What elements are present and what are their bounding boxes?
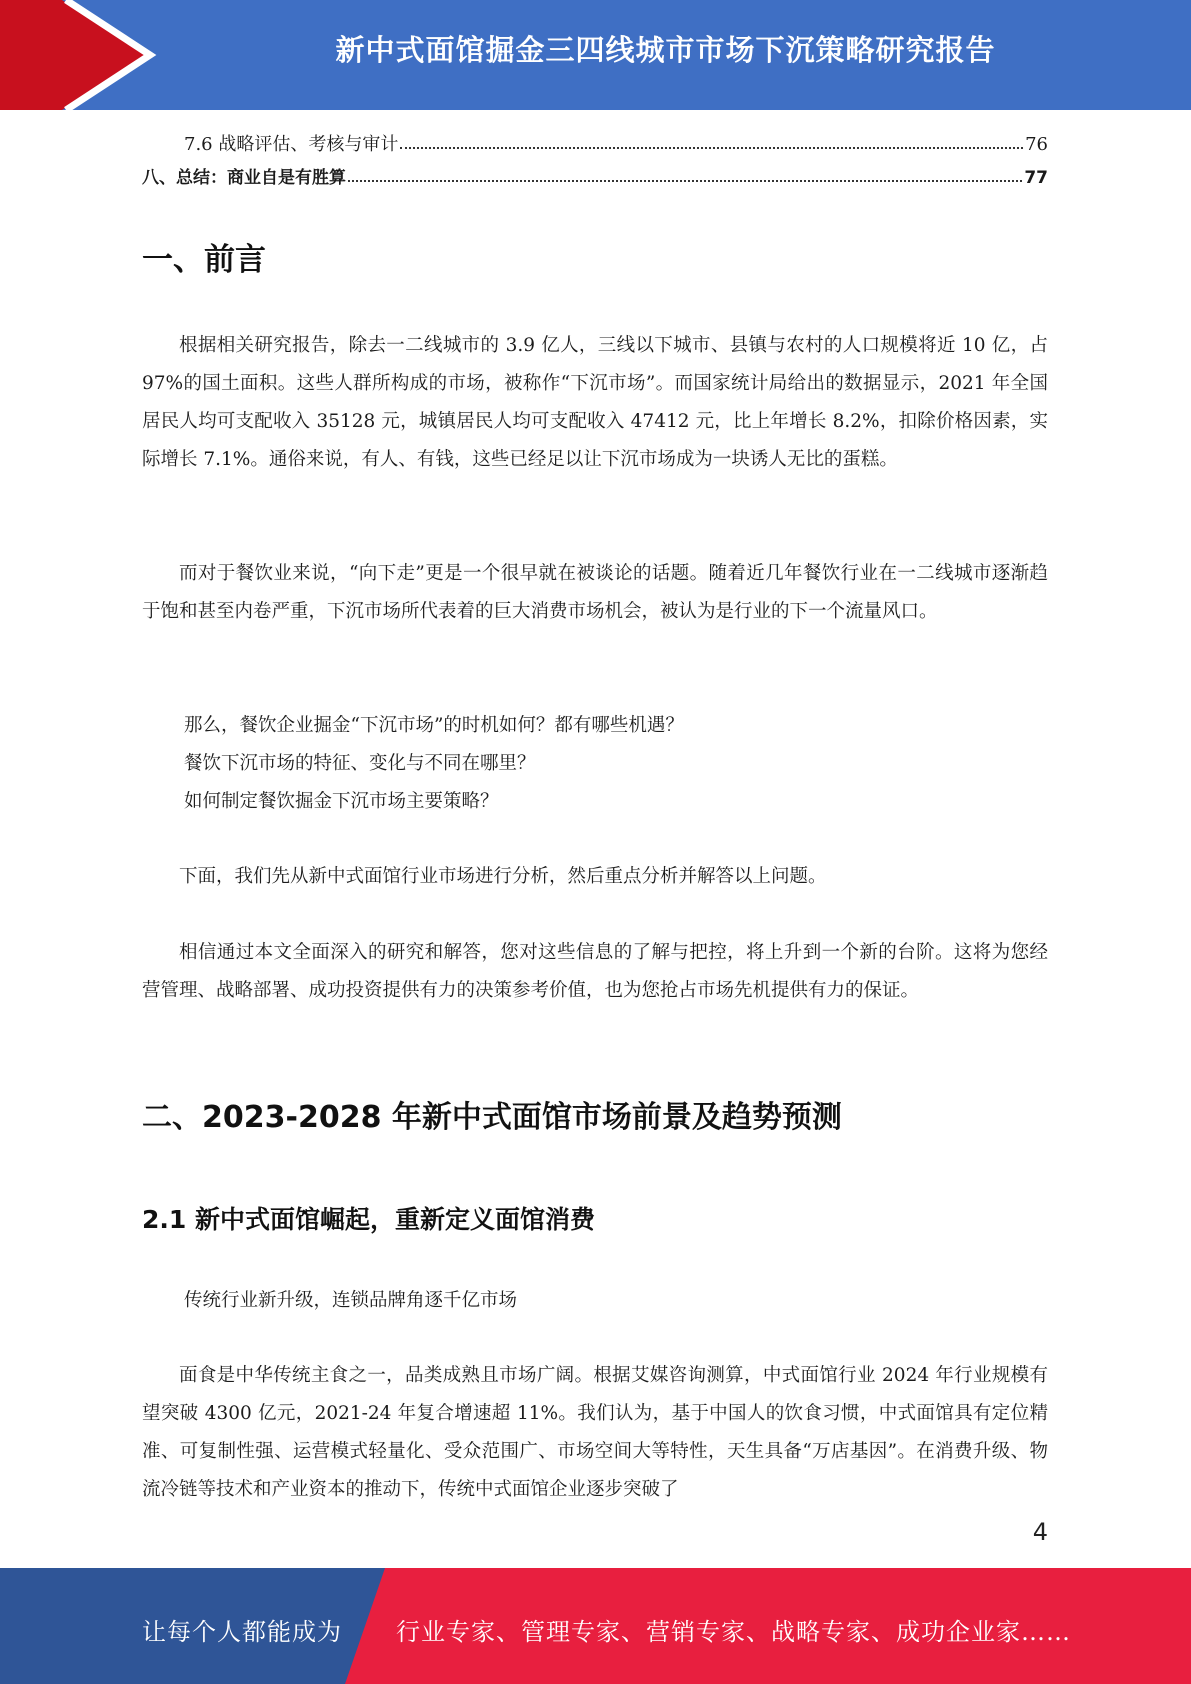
toc-leader-dots [400,147,1023,149]
toc-entry-label: 八、总结：商业自是有胜算 [142,168,346,188]
page-footer [0,1568,1191,1684]
question-line: 如何制定餐饮掘金下沉市场主要策略？ [184,791,499,812]
paragraph: 面食是中华传统主食之一，品类成熟且市场广阔。根据艾媒咨询测算，中式面馆行业 2024 年行业规模有望突破 4300 亿元，2021-24 年复合增速超 11%。我们认为，基于中国人的饮食习惯，中式面馆具有定位精准、可复制性强、运营模式轻量化、受众范围广、市场空间大等特性，天生具备“万店基因”。在消费升级、物流冷链等技术和产业资本的推动下，传统中式面馆企业逐步突破了 [142,1365,1048,1500]
toc-leader-dots [348,180,1022,182]
paragraph: 根据相关研究报告，除去一二线城市的 3.9 亿人，三线以下城市、县镇与农村的人口规模将近 10 亿，占 97%的国土面积。这些人群所构成的市场，被称作“下沉市场”。而国家统计局给出的数据显示，2021 年全国居民人均可支配收入 35128 元，城镇居民人均可支配收入 47412 元，比上年增长 8.2%，扣除价格因素，实际增长 7.1%。通俗来说，有人、有钱，这些已经足以让下沉市场成为一块诱人无比的蛋糕。 [142,335,1048,470]
toc-entry-label: 7.6 战略评估、考核与审计 [184,134,399,155]
lead-line: 传统行业新升级，连锁品牌角逐千亿市场 [184,1290,518,1311]
toc-entry-page: 76 [1025,134,1048,155]
footer-slogan-right: 行业专家、管理专家、营销专家、战略专家、成功企业家…… [396,1618,1071,1646]
section-heading: 二、2023-2028 年新中式面馆市场前景及趋势预测 [142,1100,842,1135]
footer-slogan-left: 让每个人都能成为 [142,1618,342,1646]
paragraph: 下面，我们先从新中式面馆行业市场进行分析，然后重点分析并解答以上问题。 [179,866,827,887]
toc-entry-page: 77 [1024,168,1048,188]
toc-entry[interactable] [142,163,1048,188]
toc-entry[interactable] [142,130,1048,156]
question-line: 那么，餐饮企业掘金“下沉市场”的时机如何？都有哪些机遇？ [184,715,684,736]
report-title: 新中式面馆掘金三四线城市市场下沉策略研究报告 [335,33,996,67]
subsection-heading: 2.1 新中式面馆崛起，重新定义面馆消费 [142,1205,595,1234]
section-heading: 一、前言 [142,242,266,278]
page-number: 4 [1032,1518,1048,1546]
red-chevron-icon [0,0,160,110]
question-line: 餐饮下沉市场的特征、变化与不同在哪里？ [184,753,536,774]
page-header [0,0,1191,110]
paragraph: 而对于餐饮业来说，“向下走”更是一个很早就在被谈论的话题。随着近几年餐饮行业在一二线城市逐渐趋于饱和甚至内卷严重，下沉市场所代表着的巨大消费市场机会，被认为是行业的下一个流量风口。 [142,563,1048,622]
paragraph: 相信通过本文全面深入的研究和解答，您对这些信息的了解与把控，将上升到一个新的台阶。这将为您经营管理、战略部署、成功投资提供有力的决策参考价值，也为您抢占市场先机提供有力的保证。 [142,942,1048,1001]
